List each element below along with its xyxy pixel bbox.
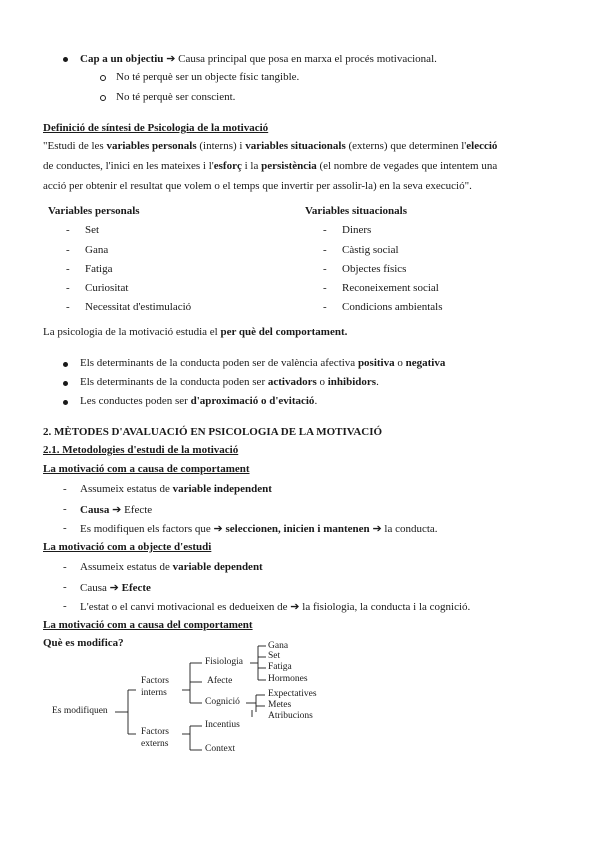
diagram-external-1: Factors (141, 727, 169, 737)
definition-line-2: de conductes, l'inici en les mateixes i l'esforç i la persistència (el nombre de vegades que intentem una (43, 160, 498, 172)
diagram-cognicio: Cognició (205, 697, 240, 707)
personal-item: Set (85, 224, 100, 236)
list-dash: - (323, 263, 327, 275)
list-dash: - (66, 224, 70, 236)
list-dash: - (323, 301, 327, 313)
arrow-icon: ➔ (109, 582, 122, 594)
list-dash: - (66, 244, 70, 256)
situational-item: Càstig social (342, 244, 399, 256)
arrow-icon: ➔ (372, 523, 382, 535)
arrow-icon: ➔ (112, 504, 122, 516)
cause2-heading: La motivació com a causa del comportament (43, 619, 253, 631)
intro-term: Cap a un objectiu (80, 53, 164, 65)
cause-item-1: Assumeix estatus de variable independent (80, 483, 272, 495)
personal-item: Necessitat d'estimulació (85, 301, 192, 313)
situational-item: Objectes físics (342, 263, 407, 275)
personal-heading: Variables personals (48, 205, 140, 217)
object-item-2: Causa ➔ Efecte (80, 582, 151, 594)
intro-text: Causa principal que posa en marxa el procés motivacional. (178, 53, 437, 65)
intro-sub-1: No té perquè ser un objecte físic tangible. (116, 71, 300, 83)
definition-line-3: acció per obtenir el resultat que volem o el temps que invertir per assolir-la) en la seva execució". (43, 180, 472, 192)
determinant-item: Els determinants de la conducta poden ser activadors o inhibidors. (80, 376, 379, 388)
diagram-root: Es modifiquen (52, 706, 108, 716)
list-dash: - (66, 301, 70, 313)
personal-item: Fatiga (85, 263, 113, 275)
list-dash: - (63, 483, 67, 495)
diagram-fis-item: Hormones (268, 674, 308, 684)
situational-item: Condicions ambientals (342, 301, 443, 313)
diagram-fis-item: Fatiga (268, 662, 292, 672)
object-item-1: Assumeix estatus de variable dependent (80, 561, 263, 573)
diagram-external-2: externs (141, 739, 169, 749)
diagram-cog-item: Atribucions (268, 711, 313, 721)
diagram-internal-2: interns (141, 688, 167, 698)
diagram-context: Context (205, 744, 236, 754)
question: Què es modifica? (43, 637, 124, 649)
diagram-fis-item: Set (268, 651, 281, 661)
list-dash: - (63, 600, 67, 612)
cause-item-2: Causa ➔ Efecte (80, 504, 153, 516)
diagram-fis-item: Gana (268, 641, 289, 651)
situational-item: Reconeixement social (342, 282, 439, 294)
intro-sub-2: No té perquè ser conscient. (116, 91, 236, 103)
list-dash: - (66, 282, 70, 294)
diagram-incentius: Incentius (205, 720, 240, 730)
cause-item-3: Es modifiquen els factors que ➔ seleccionen, inicien i mantenen ➔ la conducta. (80, 523, 438, 535)
list-dash: - (323, 224, 327, 236)
diagram-cog-item: Expectatives (268, 689, 317, 699)
arrow-icon: ➔ (166, 53, 176, 65)
list-dash: - (63, 561, 67, 573)
diagram-fisiologia: Fisiologia (205, 657, 244, 667)
situational-heading: Variables situacionals (305, 205, 407, 217)
definition-heading: Definició de síntesi de Psicologia de la motivació (43, 122, 269, 134)
list-dash: - (63, 581, 67, 593)
personal-item: Curiositat (85, 282, 129, 294)
section-2-heading: 2. MÈTODES D'AVALUACIÓ EN PSICOLOGIA DE LA MOTIVACIÓ (43, 426, 383, 438)
list-dash: - (66, 263, 70, 275)
list-dash: - (323, 244, 327, 256)
list-dash: - (63, 522, 67, 534)
list-dash: - (63, 503, 67, 515)
object-heading: La motivació com a objecte d'estudi (43, 541, 212, 553)
diagram-cog-item: Metes (268, 700, 292, 710)
diagram-afecte: Afecte (207, 676, 233, 686)
diagram-internal-1: Factors (141, 676, 169, 686)
cause-heading: La motivació com a causa de comportament (43, 463, 250, 475)
study-line: La psicologia de la motivació estudia el per què del comportament. (43, 326, 348, 338)
determinant-item: Les conductes poden ser d'aproximació o d'evitació. (80, 395, 318, 407)
determinant-item: Els determinants de la conducta poden ser de valència afectiva positiva o negativa (80, 357, 446, 369)
personal-item: Gana (85, 244, 109, 256)
definition-line-1: "Estudi de les variables personals (interns) i variables situacionals (externs) que determinen l'elecció (43, 140, 498, 152)
object-item-3: L'estat o el canvi motivacional es dedueixen de ➔ la fisiologia, la conducta i la cognició. (80, 601, 471, 613)
arrow-icon: ➔ (213, 523, 226, 535)
arrow-icon: ➔ (290, 601, 303, 613)
section-2-1-heading: 2.1. Metodologies d'estudi de la motivació (43, 444, 239, 456)
list-dash: - (323, 282, 327, 294)
situational-item: Diners (342, 224, 372, 236)
